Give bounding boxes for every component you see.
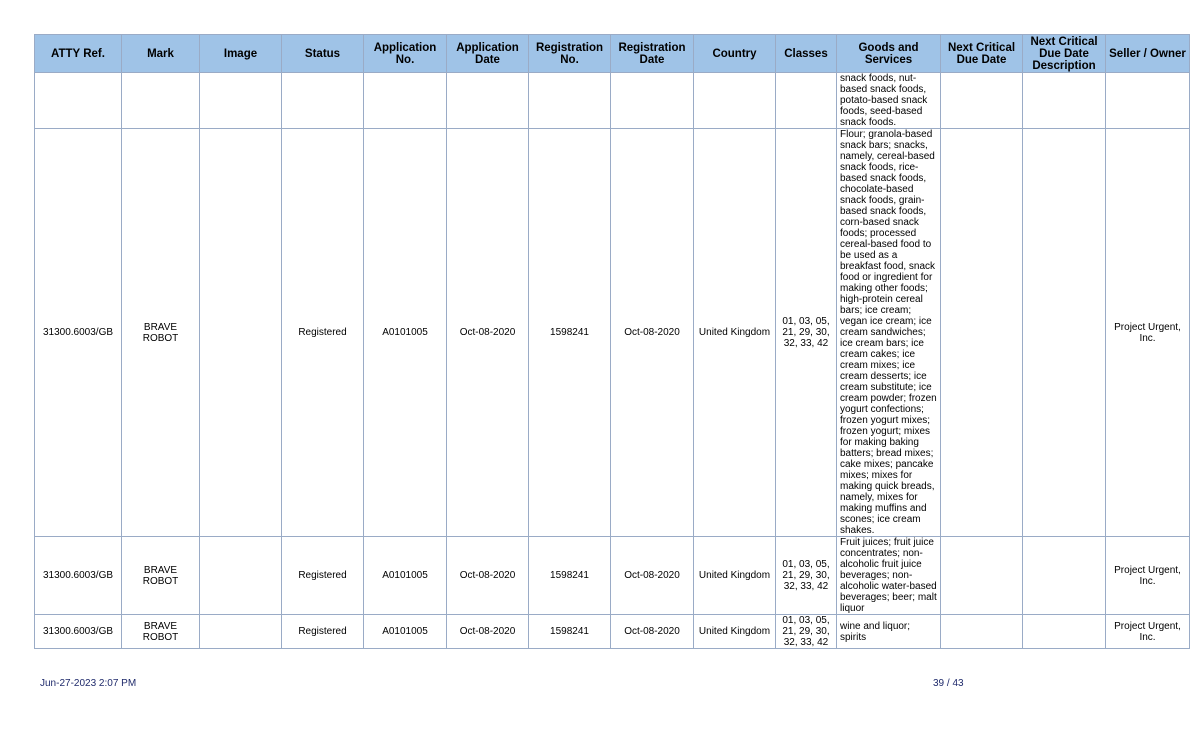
cell-mark: BRAVE ROBOT [122,129,200,537]
cell-registration-date: Oct-08-2020 [611,537,694,615]
cell-atty-ref: 31300.6003/GB [35,615,122,649]
cell-registration-date [611,73,694,129]
header-atty-ref: ATTY Ref. [35,35,122,73]
header-mark: Mark [122,35,200,73]
header-classes: Classes [776,35,837,73]
table-row [35,615,1190,649]
cell-classes: 01, 03, 05, 21, 29, 30, 32, 33, 42 [776,615,837,649]
cell-application-no: A0101005 [364,615,447,649]
footer-page-number: 39 / 43 [933,678,964,689]
cell-registration-no [529,73,611,129]
cell-atty-ref [35,73,122,129]
cell-country: United Kingdom [694,537,776,615]
cell-goods-services: wine and liquor; spirits [837,615,941,649]
cell-status: Registered [282,615,364,649]
cell-application-date: Oct-08-2020 [447,129,529,537]
cell-next-due-description [1023,73,1106,129]
header-image: Image [200,35,282,73]
cell-application-no: A0101005 [364,537,447,615]
cell-status [282,73,364,129]
cell-image [200,537,282,615]
header-goods-services: Goods and Services [837,35,941,73]
cell-registration-no: 1598241 [529,615,611,649]
cell-registration-no: 1598241 [529,129,611,537]
cell-registration-no: 1598241 [529,537,611,615]
cell-application-date: Oct-08-2020 [447,615,529,649]
header-row [35,35,1190,73]
cell-next-due-description [1023,537,1106,615]
cell-next-due-date [941,615,1023,649]
cell-registration-date: Oct-08-2020 [611,129,694,537]
table-row [35,129,1190,537]
cell-application-no: A0101005 [364,129,447,537]
header-country: Country [694,35,776,73]
header-seller-owner: Seller / Owner [1106,35,1190,73]
cell-application-date: Oct-08-2020 [447,537,529,615]
cell-mark: BRAVE ROBOT [122,537,200,615]
header-application-date: Application Date [447,35,529,73]
cell-mark [122,73,200,129]
cell-next-due-description [1023,129,1106,537]
cell-application-date [447,73,529,129]
cell-country: United Kingdom [694,129,776,537]
cell-atty-ref: 31300.6003/GB [35,129,122,537]
header-registration-no: Registration No. [529,35,611,73]
cell-classes: 01, 03, 05, 21, 29, 30, 32, 33, 42 [776,129,837,537]
cell-seller-owner [1106,73,1190,129]
cell-goods-services: Fruit juices; fruit juice concentrates; non-alcoholic fruit juice beverages; non-alcoholic water-based beverages; beer; malt liquor [837,537,941,615]
header-status: Status [282,35,364,73]
cell-goods-services: Flour; granola-based snack bars; snacks, namely, cereal-based snack foods, rice-based snack foods, chocolate-based snack foods, grain-based snack foods, corn-based snack foods; processed cereal-based food to be used as a breakfast food, snack food or ingredient for making other foods; high-protein cereal bars; ice cream; vegan ice cream; ice cream sandwiches; ice cream bars; ice cream cakes; ice cream mixes; ice cream desserts; ice cream substitute; ice cream powder; frozen yogurt confections; frozen yogurt mixes; frozen yogurt; mixes for making baking batters; bread mixes; cake mixes; pancake mixes; mixes for making quick breads, namely, mixes for making muffins and scones; ice cream shakes. [837,129,941,537]
cell-next-due-description [1023,615,1106,649]
trademark-table [34,34,1190,649]
cell-goods-services: snack foods, nut-based snack foods, potato-based snack foods, seed-based snack foods. [837,73,941,129]
cell-seller-owner: Project Urgent, Inc. [1106,615,1190,649]
cell-image [200,129,282,537]
header-registration-date: Registration Date [611,35,694,73]
cell-image [200,73,282,129]
header-next-due-date: Next Critical Due Date [941,35,1023,73]
cell-status: Registered [282,537,364,615]
cell-registration-date: Oct-08-2020 [611,615,694,649]
cell-status: Registered [282,129,364,537]
cell-atty-ref: 31300.6003/GB [35,537,122,615]
cell-country [694,73,776,129]
cell-classes: 01, 03, 05, 21, 29, 30, 32, 33, 42 [776,537,837,615]
table-row [35,537,1190,615]
cell-application-no [364,73,447,129]
table-row [35,73,1190,129]
cell-classes [776,73,837,129]
cell-country: United Kingdom [694,615,776,649]
cell-seller-owner: Project Urgent, Inc. [1106,129,1190,537]
cell-image [200,615,282,649]
header-next-due-description: Next Critical Due Date Description [1023,35,1106,73]
cell-mark: BRAVE ROBOT [122,615,200,649]
cell-next-due-date [941,537,1023,615]
header-application-no: Application No. [364,35,447,73]
cell-seller-owner: Project Urgent, Inc. [1106,537,1190,615]
cell-next-due-date [941,129,1023,537]
cell-next-due-date [941,73,1023,129]
footer-timestamp: Jun-27-2023 2:07 PM [40,678,137,689]
